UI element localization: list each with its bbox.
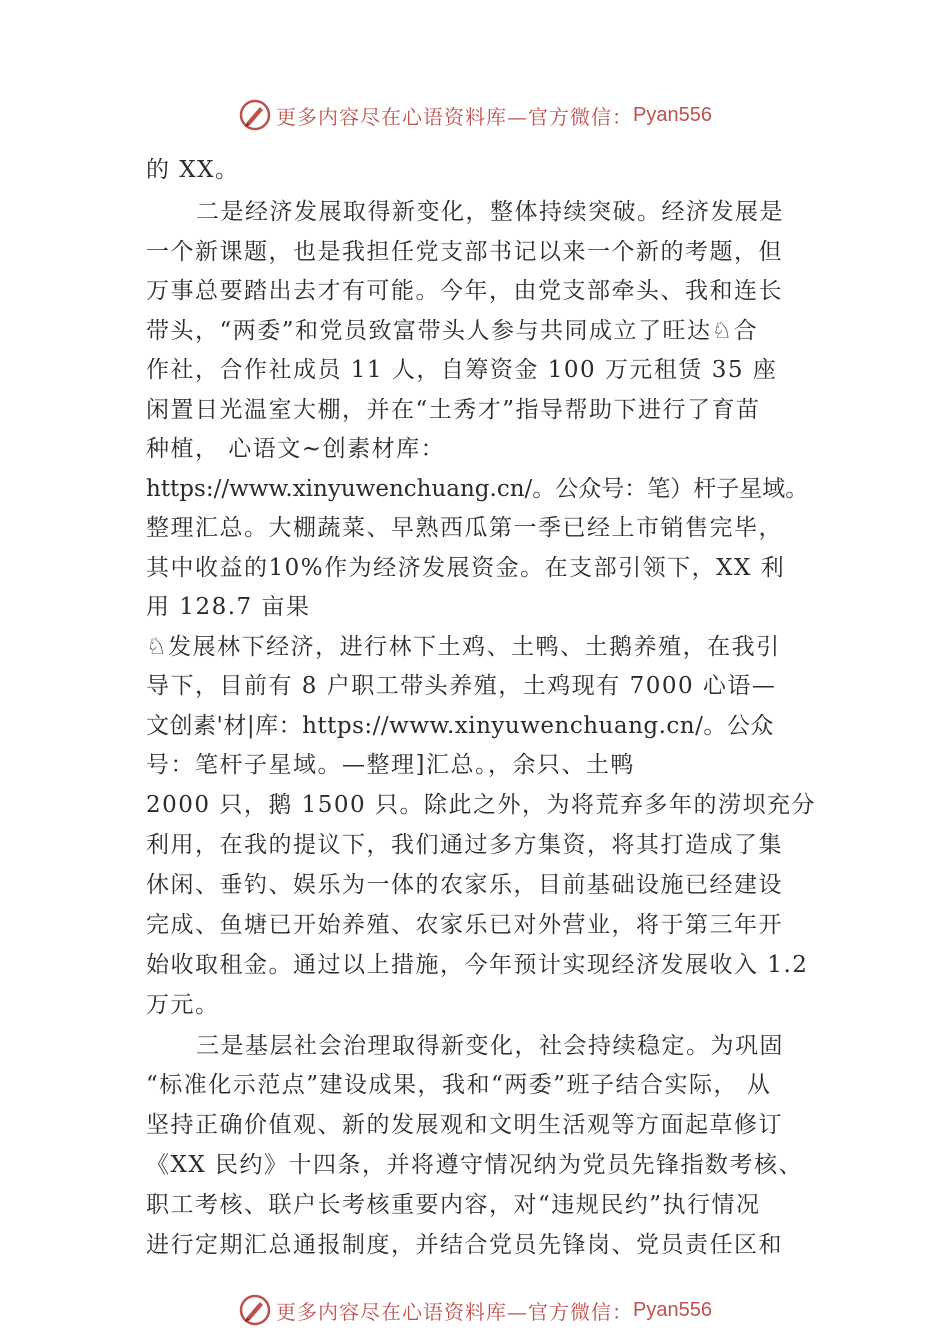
text-line: 完成、鱼塘已开始养殖、农家乐已对外营业，将于第三年开 bbox=[146, 912, 783, 938]
text-line: 万事总要踏出去才有可能。今年，由党支部牵头、我和连长 bbox=[146, 278, 783, 304]
header-banner bbox=[0, 95, 950, 135]
logo-icon bbox=[238, 98, 272, 132]
text-line: 《XX 民约》十四条，并将遵守情况纳为党员先锋指数考核、 bbox=[146, 1152, 804, 1178]
text-line: ♘发展林下经济，进行林下土鸡、土鸭、土鹅养殖，在我引 bbox=[146, 634, 781, 660]
text-line: 号：笔杆子星域。—整理]汇总。，余只、土鸭 bbox=[146, 752, 635, 778]
text-line: 始收取租金。通过以上措施，今年预计实现经济发展收入 1.2 bbox=[146, 952, 809, 978]
logo-icon bbox=[238, 1293, 272, 1327]
text-line: 种植， 心语文~创素材库： bbox=[146, 436, 446, 462]
text-line: 2000 只，鹅 1500 只。除此之外，为将荒弃多年的涝坝充分 bbox=[146, 792, 816, 818]
text-line: “标准化示范点”建设成果，我和“两委”班子结合实际， 从 bbox=[146, 1072, 772, 1098]
text-line: 休闲、垂钓、娱乐为一体的农家乐，目前基础设施已经建设 bbox=[146, 872, 783, 898]
text-line: 用 128.7 亩果 bbox=[146, 594, 311, 620]
paragraph-start: 三是基层社会治理取得新变化，社会持续稳定。为巩固 bbox=[196, 1033, 784, 1059]
text-line: 职工考核、联户长考核重要内容，对“违规民约”执行情况 bbox=[146, 1192, 761, 1218]
banner-slogan: 更多内容尽在心语资料库—官方微信： bbox=[276, 1299, 634, 1324]
banner-contact: Pyan556 bbox=[633, 103, 712, 126]
text-line: 一个新课题，也是我担任党支部书记以来一个新的考题，但 bbox=[146, 239, 783, 265]
text-line: 万元。 bbox=[146, 992, 220, 1018]
text-line: 其中收益的10%作为经济发展资金。在支部引领下，XX 利 bbox=[146, 555, 786, 581]
text-line: 坚持正确价值观、新的发展观和文明生活观等方面起草修订 bbox=[146, 1112, 783, 1138]
text-line: 整理汇总。大棚蔬菜、早熟西瓜第一季已经上市销售完毕， bbox=[146, 515, 783, 541]
text-line: 闲置日光温室大棚，并在“土秀才”指导帮助下进行了育苗 bbox=[146, 397, 761, 423]
text-line: 文创素'材|库：https://www.xinyuwenchuang.cn/。公众 bbox=[146, 713, 774, 739]
text-line: 进行定期汇总通报制度，并结合党员先锋岗、党员责任区和 bbox=[146, 1232, 783, 1258]
banner-slogan: 更多内容尽在心语资料库—官方微信： bbox=[276, 104, 634, 129]
text-line: 的 XX。 bbox=[146, 157, 240, 183]
text-line: 利用，在我的提议下，我们通过多方集资，将其打造成了集 bbox=[146, 832, 783, 858]
text-line: 作社，合作社成员 11 人，自筹资金 100 万元租赁 35 座 bbox=[146, 357, 778, 383]
text-line: https://www.xinyuwenchuang.cn/。公众号：笔）杆子星域。 bbox=[146, 476, 809, 502]
paragraph-start: 二是经济发展取得新变化，整体持续突破。经济发展是 bbox=[196, 199, 784, 225]
banner-contact: Pyan556 bbox=[633, 1298, 712, 1321]
text-line: 导下，目前有 8 户职工带头养殖，土鸡现有 7000 心语— bbox=[146, 673, 777, 699]
footer-banner bbox=[0, 1290, 950, 1330]
text-line: 带头，“两委”和党员致富带头人参与共同成立了旺达♘合 bbox=[146, 318, 759, 344]
